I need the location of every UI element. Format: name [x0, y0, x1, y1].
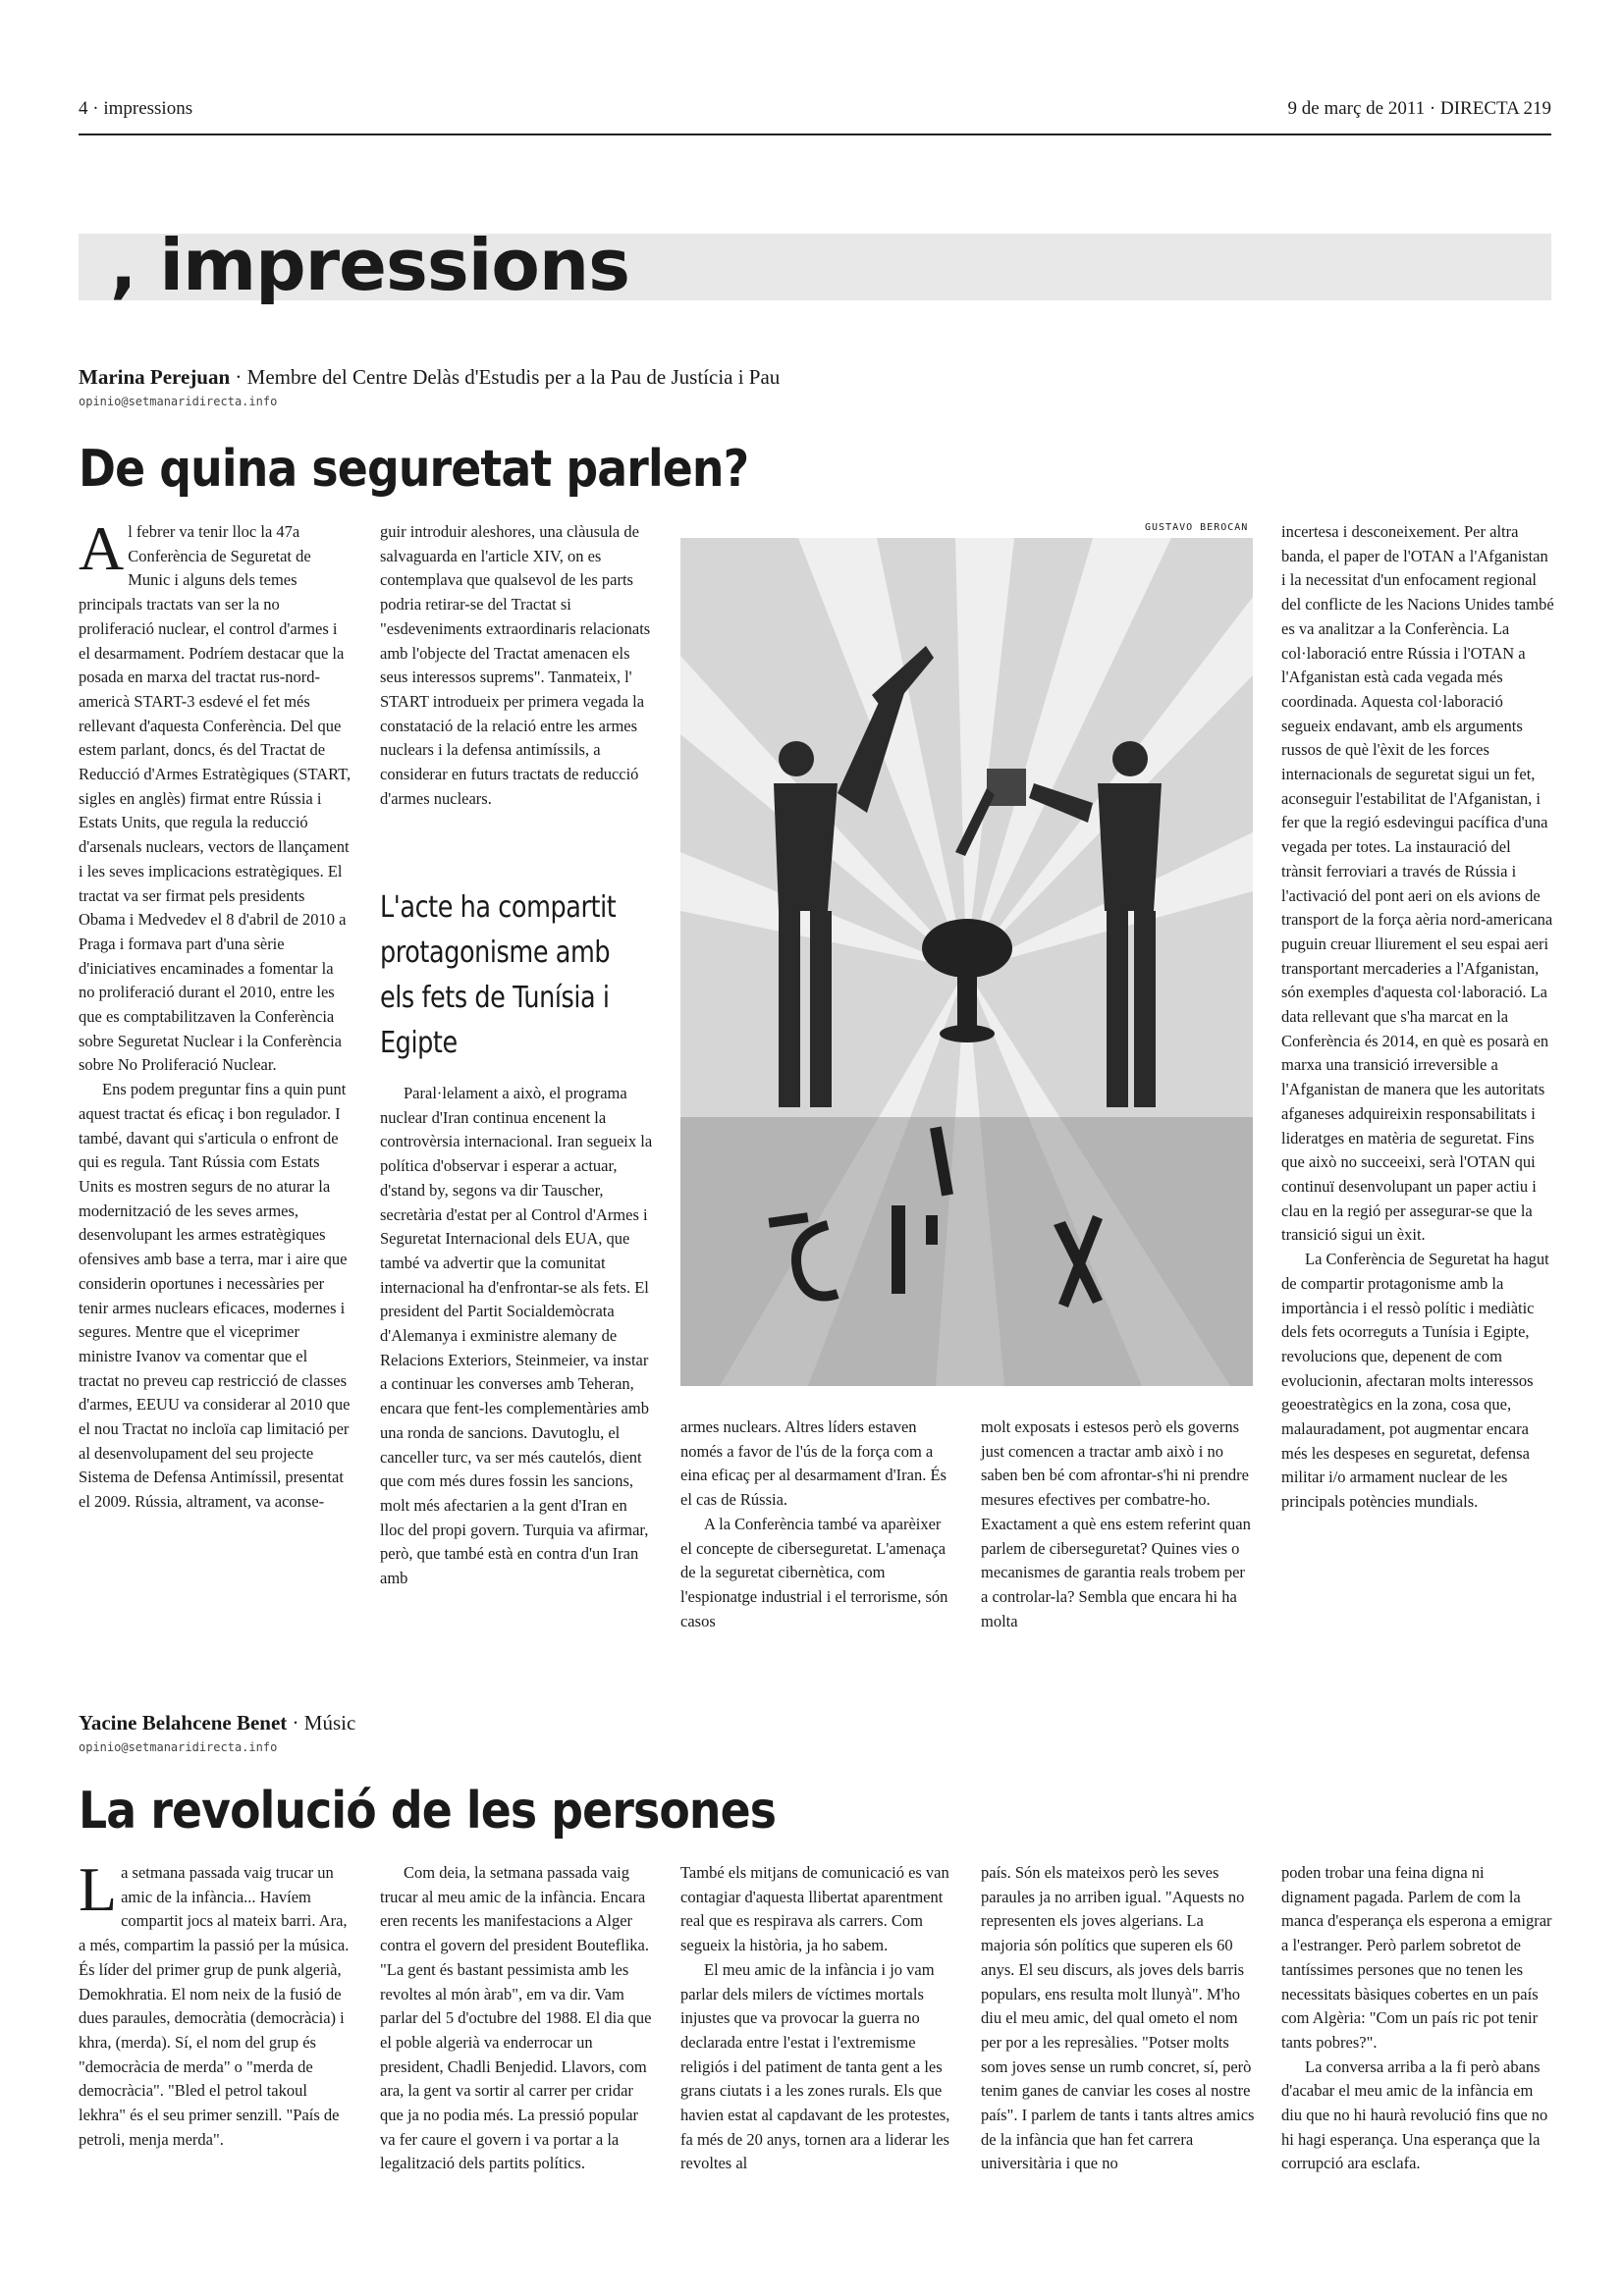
image-credit: GUSTAVO BEROCAN — [1145, 522, 1249, 533]
article2-author: Yacine Belahcene Benet — [79, 1711, 288, 1735]
article1-byline — [79, 365, 780, 390]
article1-column-5 — [1281, 520, 1554, 1515]
article1-column-2b — [380, 1082, 653, 1591]
article2-col5-p2: La conversa arriba a la fi però abans d'acabar el meu amic de la infància em diu que no hi haurà revolució fins que no hi hagi esperança. Una esperança que la corrupció ara esclafa. — [1281, 2056, 1548, 2173]
article2-col3-p2: El meu amic de la infància i jo vam parlar dels milers de víctimes mortals injustes que va provocar la guerra no declarada entre l'estat i l'extremisme religiós i del patiment de tanta gent a les grans ciutats i a les zones rurals. Els que havien estat al capdavant de les protestes, fa més de 20 anys, tornen ara a liderar les revoltes al — [680, 1959, 950, 2173]
article2-column-3 — [680, 1861, 955, 2176]
article1-col2-p1: guir introduir aleshores, una clàusula de salvaguarda en l'article XIV, on es contemplava que qualsevol de les parts podria retirar-se del Tractat si "esdeveniments extraordinaris relacionats amb l'objecte del Tractat amenacen els seus interessos suprems". Tanmateix, l' START introdueix per primera vegada la constatació de la relació entre les armes nuclears i la defensa antimíssils, a considerar en futurs tractats de reducció d'armes nuclears. — [380, 522, 651, 808]
article2-col1-p1: a setmana passada vaig trucar un amic de la infància... Havíem compartit jocs al mateix barri. Ara, a més, compartim la passió per la música. És líder del primer grup de punk algerià, Demokhratia. El nom neix de la fusió de dues paraules, democràtia (democràcia) i khra, (merda). Sí, el nom del grup és "democràcia de merda" o "merda de democràcia". "Bled el petrol takoul lekhra" és el seu primer senzill. "País de petroli, menja merda". — [79, 1863, 350, 2149]
article2-col4-p1: país. Són els mateixos però les seves paraules ja no arriben igual. "Aquests no representen els joves algerians. La majoria són polítics que superen els 60 anys. El seu discurs, als joves dels barris populars, ens resulta molt llunyà". M'ho diu el meu amic, del qual ometo el nom per por a les represàlies. "Potser molts som joves sense un rumb concret, sí, però tenim ganes de canviar les coses al nostre país". I parlem de tants i tants altres amics de la infància que han fet carrera universitària i que no — [981, 1863, 1255, 2173]
article2-headline: La revolució de les persones — [79, 1782, 777, 1841]
article2-col3-p1: També els mitjans de comunicació es van contagiar d'aquesta llibertat aparentment real que es respirava als carrers. Com segueix la història, ja ho sabem. — [680, 1863, 949, 1955]
article1-col1-p2: Ens podem preguntar fins a quin punt aquest tractat és eficaç i bon regulador. I també, davant qui s'articula o enfront de qui es regula. Tant Rússia com Estats Units es mostren segurs de no aturar la modernització de les seves armes, desenvolupant les armes estratègiques ofensives amb base a terra, mar i aire que considerin oportunes i necessàries per tenir armes nuclears eficaces, modernes i segures. Mentre que el viceprimer ministre Ivanov va comentar que el tractat no preveu cap restricció de classes d'armes, EEUU va considerar al 2010 que el nou Tractat no incloïa cap limitació per al desenvolupament del seu projecte Sistema de Defensa Antimíssil, presentat el 2009. Rússia, altrament, va aconse- — [79, 1080, 351, 1512]
article1-author-role: · Membre del Centre Delàs d'Estudis per a la Pau de Justícia i Pau — [235, 365, 781, 389]
article2-col2-p1: Com deia, la setmana passada vaig trucar al meu amic de la infància. Encara eren recents les manifestacions a Alger contra el govern del president Bouteflika. "La gent és bastant pessimista amb les revoltes al món àrab", em va dir. Vam parlar del 5 d'octubre del 1988. El dia que el poble algerià va enderrocar un president, Chadli Benjedid. Llavors, com ara, la gent va sortir al carrer per cridar que ja no podia més. La pressió popular va fer caure el govern i va portar a la legalització dels partits polítics. — [380, 1863, 652, 2173]
article1-col1-p1: l febrer va tenir lloc la 47a Conferència de Seguretat de Munic i alguns dels temes principals tractats van ser la no proliferació nuclear, el control d'armes i el desarmament. Podríem destacar que la posada en marxa del tractat rus-nord-americà START-3 esdevé el fet més rellevant d'aquesta Conferència. Del que estem parlant, doncs, és del Tractat de Reducció d'Armes Estratègiques (START, sigles en anglès) firmat entre Rússia i Estats Units, que regula la reducció d'arsenals nuclears, vectors de llançament i les seves implicacions estratègiques. El tractat va ser firmat pels presidents Obama i Medvedev el 8 d'abril de 2010 a Praga i formava part d'una sèrie d'iniciatives encaminades a fomentar la no proliferació durant el 2010, entre les que es comptabilitzaven la Conferència sobre Seguretat Nuclear i la Conferència sobre No Proliferació Nuclear. — [79, 522, 352, 1075]
article1-email: opinio@setmanaridirecta.info — [79, 395, 278, 408]
article2-col5-p1: poden trobar una feina digna ni dignament pagada. Parlem de com la manca d'esperança els esperona a emigrar a l'estranger. Però parlem sobretot de tantíssimes persones que no tenen les necessitats bàsiques cobertes en un país com Algèria: "Com un país ric pot tenir tants pobres?". — [1281, 1863, 1552, 2052]
article1-column-1 — [79, 513, 352, 1515]
pull-quote: L'acte ha compartit protagonisme amb els fets de Tunísia i Egipte — [380, 890, 617, 1060]
header-rule — [79, 133, 1551, 135]
section-title: , impressions — [110, 224, 629, 306]
article2-author-role: · Músic — [292, 1711, 356, 1735]
article1-col3-p1: armes nuclears. Altres líders estaven només a favor de l'ús de la força com a eina eficaç per al desarmament d'Iran. És el cas de Rússia. — [680, 1417, 947, 1510]
article1-author: Marina Perejuan — [79, 365, 231, 389]
article2-byline — [79, 1711, 355, 1735]
article1-col4-p1: molt exposats i estesos però els governs just comencen a tractar amb això i no saben ben bé com afrontar-s'hi ni prendre mesures efectives per combatre-ho. Exactament a què ens estem referint quan parlem de ciberseguretat? Quines vies o mecanismes de garantia reals trobem per a controlar-la? Sembla que encara hi ha molta — [981, 1417, 1251, 1630]
drop-cap: L — [79, 1854, 118, 1924]
article1-headline: De quina seguretat parlen? — [79, 440, 749, 499]
article1-column-2 — [380, 520, 653, 811]
article1-col3-p2: A la Conferència també va aparèixer el concepte de ciberseguretat. L'amenaça de la seguretat cibernètica, com l'espionatge industrial i el terrorisme, són casos — [680, 1514, 948, 1630]
page-section-label: 4 · impressions — [79, 98, 193, 119]
article2-column-4 — [981, 1861, 1256, 2176]
article1-column-4 — [981, 1415, 1256, 1633]
drop-cap: A — [79, 513, 125, 583]
date-issue: 9 de març de 2011 · DIRECTA 219 — [1287, 98, 1551, 119]
article2-email: opinio@setmanaridirecta.info — [79, 1740, 278, 1754]
article1-column-3 — [680, 1415, 955, 1633]
article2-column-5 — [1281, 1861, 1554, 2176]
article2-column-1 — [79, 1854, 352, 2152]
illustration — [680, 538, 1253, 1386]
article1-col5-p1: incertesa i desconeixement. Per altra banda, el paper de l'OTAN a l'Afganistan i la necessitat d'un enfocament regional del conflicte de les Nacions Unides també es va analitzar a la Conferència. La col·laboració entre Rússia i l'OTAN a l'Afganistan està cada vegada més coordinada. Aquesta col·laboració segueix endavant, amb els arguments russos de què l'èxit de les forces internacionals de seguretat sigui un fet, aconseguir l'estabilitat de l'Afganistan, i fer que la regió esdevingui pacífica d'una vegada per totes. La instauració del trànsit ferroviari a través de Rússia i l'activació del pont aeri on els avions de transport de la força aèria nord-americana puguin creuar lliurement el seu espai aeri transportant mercaderies a l'Afganistan, són exemples d'aquesta col·laboració. La data rellevant que s'ha marcat en la Conferència és 2014, en què es posarà en marxa una transició irreversible a l'Afganistan de manera que les autoritats afganeses adquireixin responsabilitats i lideratges en matèria de seguretat. Fins que això no succeeixi, serà l'OTAN qui continuï desenvolupant un paper actiu i clau en la regió per assegurar-se que la transició sigui un èxit. — [1281, 522, 1554, 1245]
article1-col2-p2: Paral·lelament a això, el programa nuclear d'Iran continua encenent la controvèrsia internacional. Iran segueix la política d'observar i esperar a actuar, d'stand by, segons va dir Tauscher, secretària d'estat per al Control d'Armes i Seguretat Internacional dels EUA, que també va advertir que la comunitat internacional ha d'enfrontar-se als fets. El president del Partit Socialdemòcrata d'Alemanya i exministre alemany de Relacions Exteriors, Steinmeier, va instar a continuar les converses amb Teheran, encara que fent-les complementàries amb una ronda de sancions. Davutoglu, el canceller turc, va ser més cautelós, dient que com més dures fossin les sancions, molt més afectarien a la gent d'Iran en lloc del propi govern. Turquia va afirmar, però, que també està en contra d'un Iran amb — [380, 1084, 653, 1588]
article1-col5-p2: La Conferència de Seguretat ha hagut de compartir protagonisme amb la importància i el ressò polític i mediàtic dels fets ocorreguts a Tunísia i Egipte, revolucions que, depenent de com evolucionin, afectaran molts interessos geoestratègics en la zona, cosa que, malauradament, pot augmentar encara més les despeses en seguretat, defensa militar i/o armament nuclear de les principals potències mundials. — [1281, 1250, 1549, 1512]
article2-column-2 — [380, 1861, 653, 2176]
